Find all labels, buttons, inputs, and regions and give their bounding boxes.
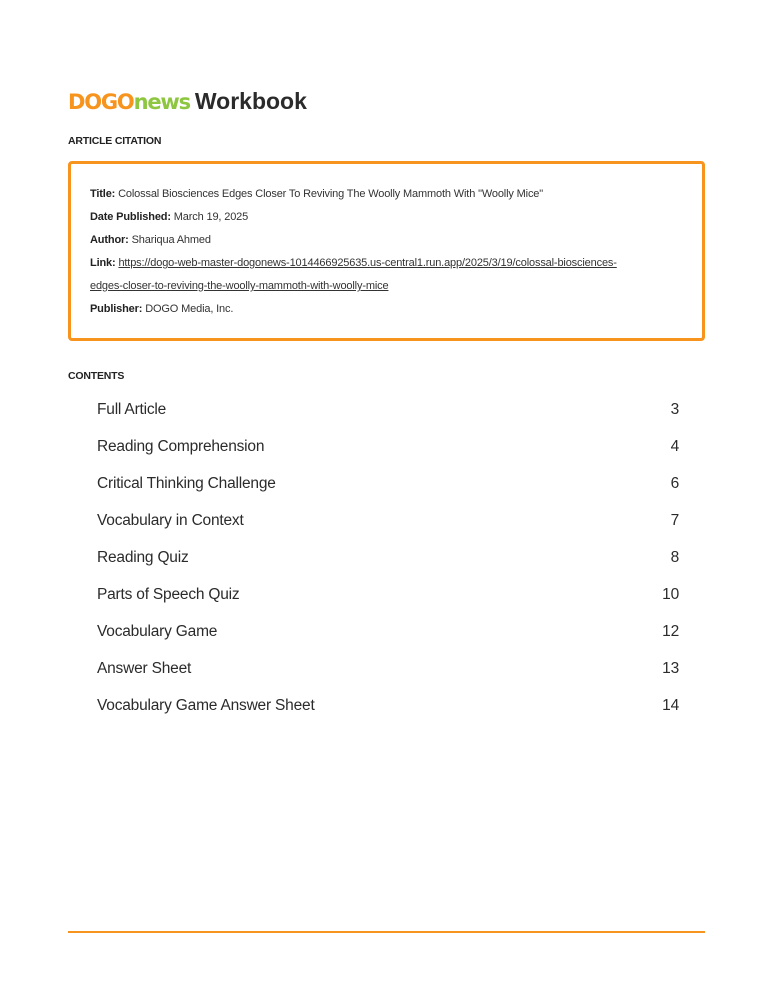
toc-item-label: Reading Comprehension bbox=[97, 438, 265, 455]
toc-item-page: 14 bbox=[662, 697, 679, 714]
toc-item-parts-of-speech-quiz[interactable] bbox=[97, 583, 679, 620]
citation-box bbox=[68, 161, 705, 341]
toc-item-label: Reading Quiz bbox=[97, 549, 189, 566]
citation-date-value: March 19, 2025 bbox=[173, 211, 249, 223]
table-of-contents bbox=[97, 398, 679, 731]
toc-item-page: 4 bbox=[670, 438, 679, 455]
footer-divider bbox=[68, 931, 705, 933]
contents-heading: CONTENTS bbox=[68, 370, 125, 382]
toc-item-page: 13 bbox=[662, 660, 679, 677]
citation-date-label: Date Published: bbox=[90, 211, 171, 223]
toc-item-label: Critical Thinking Challenge bbox=[97, 475, 276, 492]
toc-item-page: 7 bbox=[670, 512, 679, 529]
toc-item-vocabulary-game[interactable] bbox=[97, 620, 679, 657]
article-citation-heading: ARTICLE CITATION bbox=[68, 135, 162, 147]
toc-item-vocabulary-in-context[interactable] bbox=[97, 509, 679, 546]
citation-link-label: Link: bbox=[90, 257, 116, 269]
citation-author-row bbox=[90, 234, 211, 246]
toc-item-page: 12 bbox=[662, 623, 679, 640]
toc-item-label: Vocabulary in Context bbox=[97, 512, 244, 529]
dogonews-logo bbox=[68, 87, 190, 117]
logo-news-text: news bbox=[133, 90, 190, 114]
citation-date-row bbox=[90, 211, 248, 223]
citation-link-row bbox=[90, 257, 617, 269]
toc-item-page: 6 bbox=[670, 475, 679, 492]
toc-item-answer-sheet[interactable] bbox=[97, 657, 679, 694]
toc-item-vocabulary-game-answer-sheet[interactable] bbox=[97, 694, 679, 731]
citation-link-line-2[interactable]: edges-closer-to-reviving-the-woolly-mammoth-with-woolly-mice bbox=[90, 280, 389, 292]
toc-item-label: Parts of Speech Quiz bbox=[97, 586, 240, 603]
toc-item-page: 8 bbox=[670, 549, 679, 566]
citation-title-label: Title: bbox=[90, 188, 116, 200]
citation-author-value: Shariqua Ahmed bbox=[131, 234, 211, 246]
toc-item-label: Full Article bbox=[97, 401, 167, 418]
toc-item-reading-quiz[interactable] bbox=[97, 546, 679, 583]
workbook-header bbox=[68, 86, 307, 117]
toc-item-page: 10 bbox=[662, 586, 679, 603]
citation-publisher-label: Publisher: bbox=[90, 303, 143, 315]
page-title: Workbook bbox=[194, 88, 307, 114]
toc-item-critical-thinking[interactable] bbox=[97, 472, 679, 509]
citation-publisher-row bbox=[90, 303, 233, 315]
logo-dogo-text: DOGO bbox=[68, 90, 134, 114]
citation-link-continuation bbox=[90, 280, 388, 292]
toc-item-label: Vocabulary Game bbox=[97, 623, 218, 640]
toc-item-label: Vocabulary Game Answer Sheet bbox=[97, 697, 315, 714]
toc-item-page: 3 bbox=[670, 401, 679, 418]
citation-link-line-1[interactable]: https://dogo-web-master-dogonews-1014466925635.us-central1.run.app/2025/3/19/colossal-biosciences- bbox=[118, 257, 617, 269]
citation-title-value: Colossal Biosciences Edges Closer To Reviving The Woolly Mammoth With "Woolly Mice" bbox=[118, 188, 544, 200]
toc-item-full-article[interactable] bbox=[97, 398, 679, 435]
toc-item-reading-comprehension[interactable] bbox=[97, 435, 679, 472]
citation-author-label: Author: bbox=[90, 234, 129, 246]
toc-item-label: Answer Sheet bbox=[97, 660, 192, 677]
citation-title-row bbox=[90, 188, 543, 200]
citation-publisher-value: DOGO Media, Inc. bbox=[145, 303, 234, 315]
